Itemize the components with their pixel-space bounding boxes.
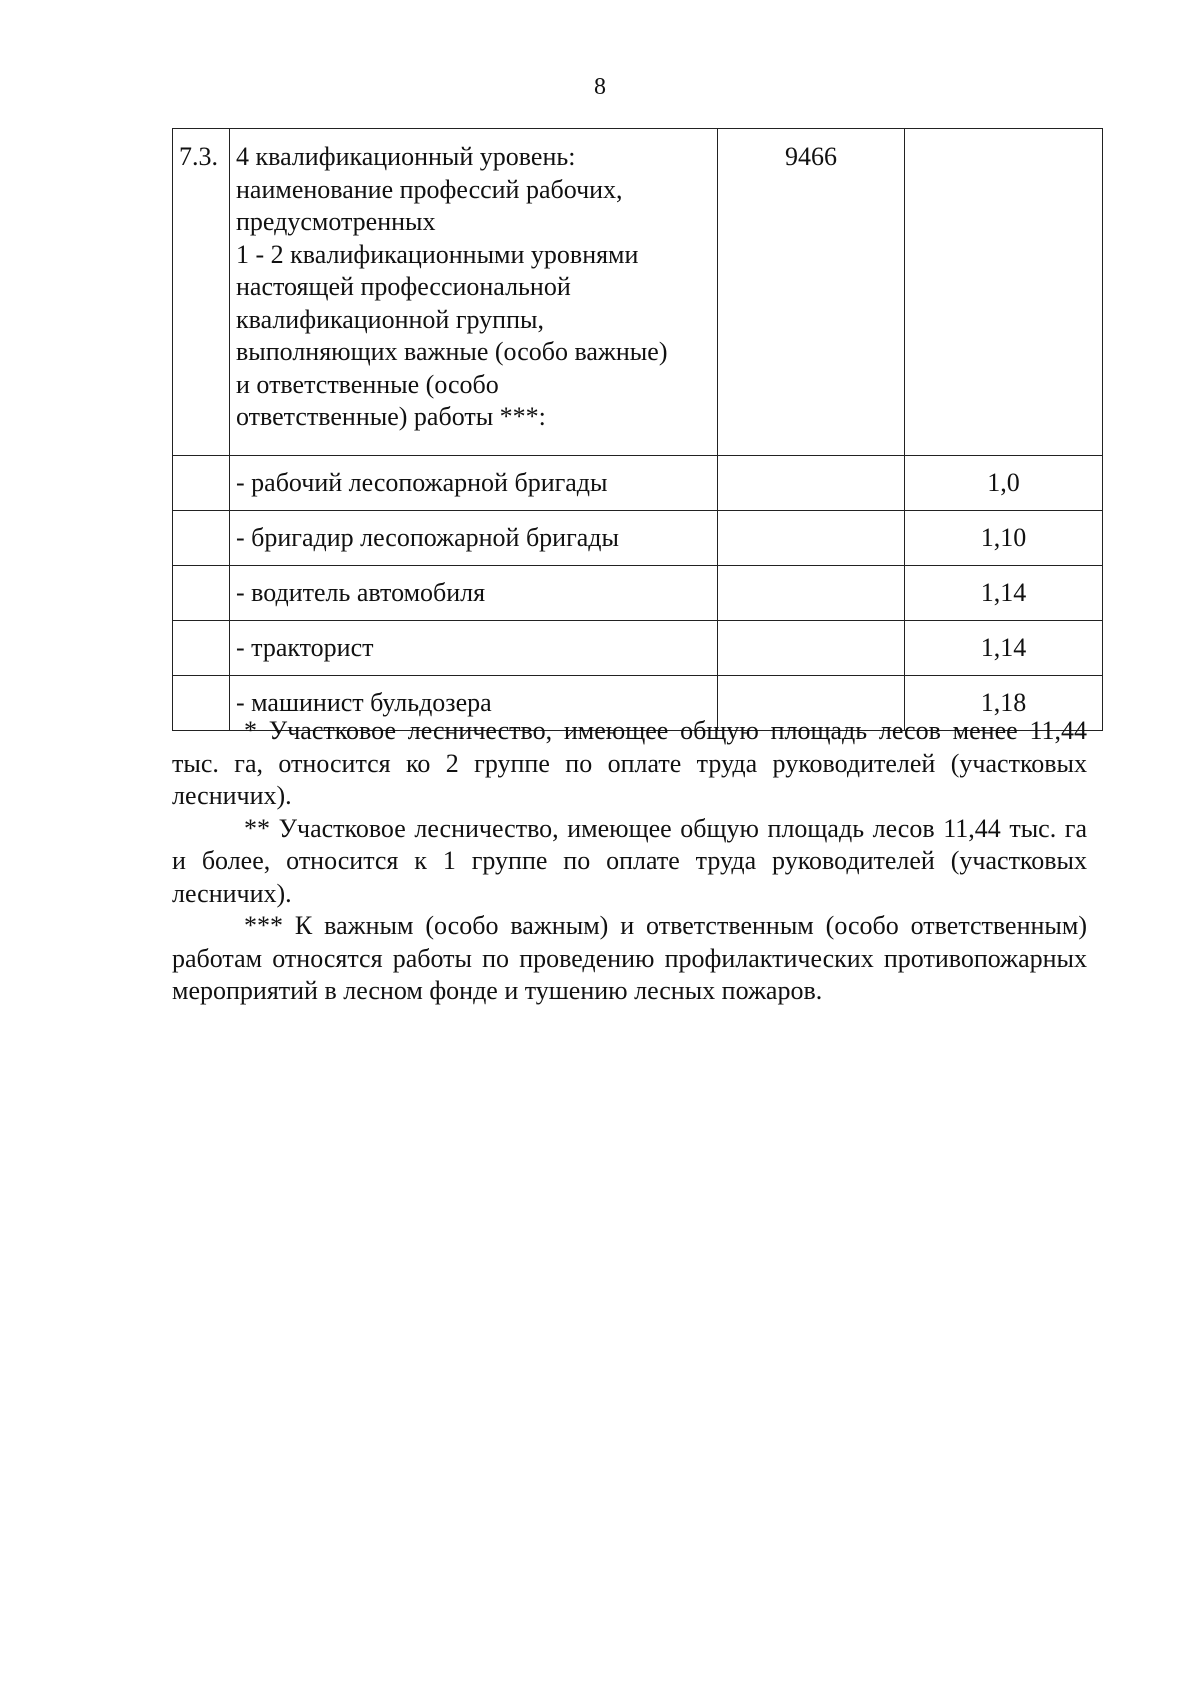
- footnotes: [172, 715, 1087, 1008]
- salary-cell: 9466: [718, 129, 905, 456]
- row-number-cell: [173, 566, 230, 621]
- coefficient-cell: 1,18: [905, 676, 1103, 731]
- coefficient-cell: 1,0: [905, 456, 1103, 511]
- coefficient-cell: [905, 129, 1103, 456]
- qualification-text-line: 4 квалификационный уровень:: [236, 142, 576, 171]
- salary-cell: [718, 566, 905, 621]
- coefficient-cell: 1,14: [905, 621, 1103, 676]
- coefficient-cell: 1,10: [905, 511, 1103, 566]
- table-row: [173, 456, 1103, 511]
- coefficient-cell: 1,14: [905, 566, 1103, 621]
- qualification-text-line: наименование профессий рабочих,: [236, 174, 623, 204]
- table-row: [173, 621, 1103, 676]
- qualification-level-cell: [230, 129, 718, 456]
- qualification-text-line: ответственные) работы ***:: [236, 402, 546, 431]
- footnote-single-asterisk: * Участковое лесничество, имеющее общую площадь лесов менее 11,44 тыс. га, относится ко 2 группе по оплате труда руководителей (участковых лесничих).: [172, 716, 1087, 810]
- qualification-text-line: предусмотренных: [236, 207, 436, 236]
- qualification-text-line: квалификационной группы,: [236, 304, 544, 334]
- page-number: 8: [594, 74, 606, 100]
- row-number-cell: [173, 621, 230, 676]
- salary-cell: [718, 621, 905, 676]
- profession-cell: - рабочий лесопожарной бригады: [230, 456, 718, 511]
- table-row: [173, 511, 1103, 566]
- footnote-triple-asterisk: *** К важным (особо важным) и ответственным (особо ответственным) работам относятся работы по проведению профилактических противопожарных мероприятий в лесном фонде и тушению лесных пожаров.: [172, 911, 1087, 1005]
- coefficients-table: [172, 128, 1103, 731]
- qualification-text-line: и ответственные (особо: [236, 369, 499, 399]
- profession-cell: - водитель автомобиля: [230, 566, 718, 621]
- profession-cell: - машинист бульдозера: [230, 676, 718, 731]
- qualification-text-line: 1 - 2 квалификационными уровнями: [236, 239, 639, 269]
- footnote-double-asterisk: ** Участковое лесничество, имеющее общую площадь лесов 11,44 тыс. га и более, относится к 1 группе по оплате труда руководителей (участковых лесничих).: [172, 813, 1087, 908]
- salary-cell: [718, 511, 905, 566]
- profession-cell: - бригадир лесопожарной бригады: [230, 511, 718, 566]
- profession-cell: - тракторист: [230, 621, 718, 676]
- salary-cell: [718, 456, 905, 511]
- qualification-text-line: выполняющих важные (особо важные): [236, 337, 668, 366]
- table-row: [173, 566, 1103, 621]
- table-row-7-3: [173, 129, 1103, 456]
- qualification-text-line: настоящей профессиональной: [236, 272, 571, 301]
- row-number-cell: [173, 456, 230, 511]
- row-number-cell: 7.3.: [173, 129, 230, 456]
- row-number-cell: [173, 511, 230, 566]
